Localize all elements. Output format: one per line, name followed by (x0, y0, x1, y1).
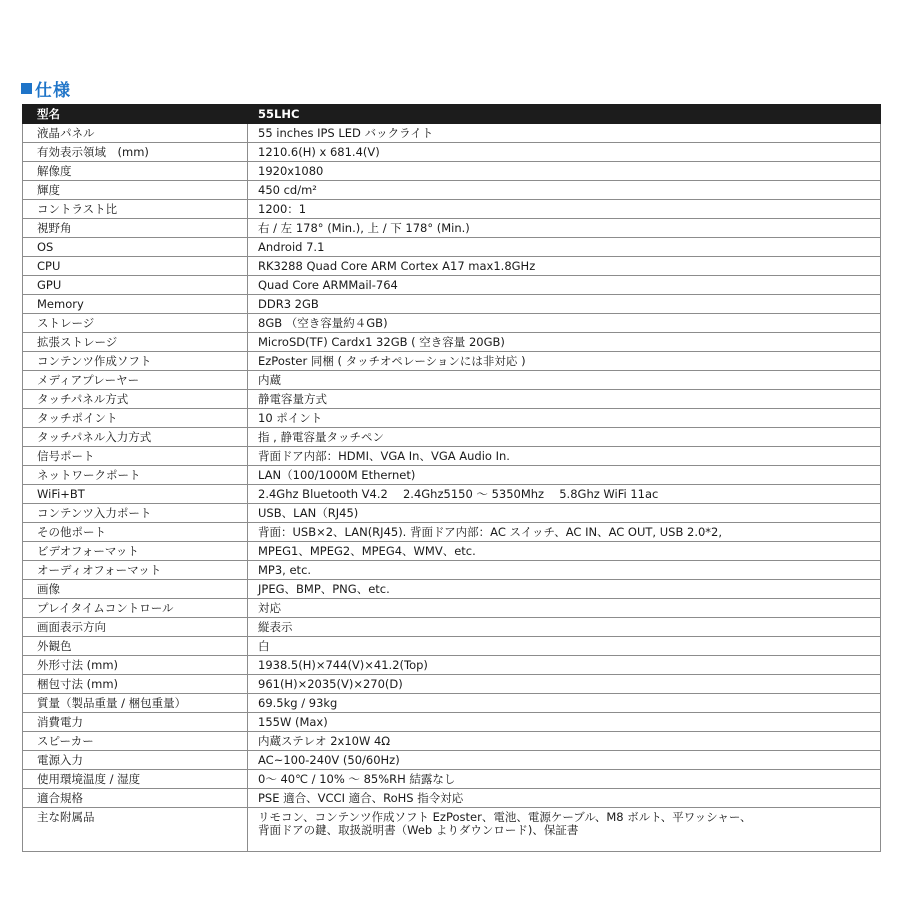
spec-value: 1200：1 (248, 200, 881, 219)
spec-label: WiFi+BT (23, 485, 248, 504)
spec-row (23, 409, 881, 428)
spec-row (23, 447, 881, 466)
spec-row (23, 485, 881, 504)
spec-row (23, 219, 881, 238)
spec-value: USB、LAN（RJ45) (248, 504, 881, 523)
spec-row (23, 314, 881, 333)
spec-label: 輝度 (23, 181, 248, 200)
spec-label: 質量（製品重量 / 梱包重量） (23, 694, 248, 713)
spec-value: JPEG、BMP、PNG、etc. (248, 580, 881, 599)
spec-value: RK3288 Quad Core ARM Cortex A17 max1.8GHz (248, 257, 881, 276)
spec-row (23, 428, 881, 447)
spec-value: 右 / 左 178° (Min.), 上 / 下 178° (Min.) (248, 219, 881, 238)
spec-value: 内蔵ステレオ 2x10W 4Ω (248, 732, 881, 751)
spec-label: 消費電力 (23, 713, 248, 732)
spec-value: 55 inches IPS LED バックライト (248, 124, 881, 143)
spec-label: 梱包寸法 (mm) (23, 675, 248, 694)
spec-header-row (23, 105, 881, 124)
spec-row (23, 466, 881, 485)
spec-row (23, 694, 881, 713)
spec-value: AC~100-240V (50/60Hz) (248, 751, 881, 770)
spec-row (23, 181, 881, 200)
spec-row (23, 713, 881, 732)
spec-value: MicroSD(TF) Cardx1 32GB ( 空き容量 20GB) (248, 333, 881, 352)
spec-value: 白 (248, 637, 881, 656)
spec-row (23, 770, 881, 789)
spec-row (23, 637, 881, 656)
spec-row (23, 276, 881, 295)
spec-row (23, 200, 881, 219)
spec-value: 450 cd/m² (248, 181, 881, 200)
spec-label: 電源入力 (23, 751, 248, 770)
page-title: 仕様 (35, 80, 71, 101)
spec-value: 指 , 静電容量タッチペン (248, 428, 881, 447)
spec-label: 外形寸法 (mm) (23, 656, 248, 675)
spec-label: プレイタイムコントロール (23, 599, 248, 618)
accessories-line1: リモコン、コンテンツ作成ソフト EzPoster、電池、電源ケーブル、M8 ボルト、平ワッシャー、 (258, 810, 752, 824)
spec-row (23, 789, 881, 808)
spec-label: コンテンツ作成ソフト (23, 352, 248, 371)
spec-row (23, 162, 881, 181)
spec-label: スピーカー (23, 732, 248, 751)
spec-label: コントラスト比 (23, 200, 248, 219)
spec-row (23, 732, 881, 751)
spec-row (23, 523, 881, 542)
spec-value: 内蔵 (248, 371, 881, 390)
spec-row (23, 238, 881, 257)
spec-heading (21, 76, 71, 100)
spec-value: EzPoster 同梱 ( タッチオペレーションには非対応 ) (248, 352, 881, 371)
spec-value: MP3, etc. (248, 561, 881, 580)
spec-label: 有効表示領域 (mm) (23, 143, 248, 162)
spec-label: 外観色 (23, 637, 248, 656)
spec-row (23, 390, 881, 409)
spec-value: 10 ポイント (248, 409, 881, 428)
spec-value: 0～ 40℃ / 10% ～ 85%RH 結露なし (248, 770, 881, 789)
spec-label: 視野角 (23, 219, 248, 238)
spec-value: Quad Core ARMMail-764 (248, 276, 881, 295)
spec-value: LAN（100/1000M Ethernet) (248, 466, 881, 485)
spec-row (23, 371, 881, 390)
spec-row (23, 542, 881, 561)
spec-value: 縦表示 (248, 618, 881, 637)
spec-row (23, 618, 881, 637)
model-value: 55LHC (248, 105, 881, 124)
spec-row (23, 751, 881, 770)
spec-label: 主な附属品 (23, 808, 248, 852)
spec-row (23, 561, 881, 580)
spec-value: 対応 (248, 599, 881, 618)
spec-value: 背面：USB×2、LAN(RJ45). 背面ドア内部：AC スイッチ、AC IN、AC OUT, USB 2.0*2, (248, 523, 881, 542)
spec-label: ネットワークポート (23, 466, 248, 485)
spec-label: 画面表示方向 (23, 618, 248, 637)
spec-value: Android 7.1 (248, 238, 881, 257)
spec-label: GPU (23, 276, 248, 295)
spec-value: 静電容量方式 (248, 390, 881, 409)
spec-label: タッチポイント (23, 409, 248, 428)
spec-label: Memory (23, 295, 248, 314)
spec-value: 69.5kg / 93kg (248, 694, 881, 713)
spec-label: タッチパネル入力方式 (23, 428, 248, 447)
spec-value: 961(H)×2035(V)×270(D) (248, 675, 881, 694)
spec-label: CPU (23, 257, 248, 276)
spec-value: PSE 適合、VCCI 適合、RoHS 指令対応 (248, 789, 881, 808)
spec-value: 8GB （空き容量約４GB) (248, 314, 881, 333)
spec-row (23, 124, 881, 143)
spec-value: 155W (Max) (248, 713, 881, 732)
spec-row (23, 257, 881, 276)
spec-table (22, 104, 881, 852)
spec-label: 解像度 (23, 162, 248, 181)
spec-row (23, 599, 881, 618)
spec-table-body (23, 105, 881, 852)
spec-label: 拡張ストレージ (23, 333, 248, 352)
spec-label: 信号ポート (23, 447, 248, 466)
spec-value: MPEG1、MPEG2、MPEG4、WMV、etc. (248, 542, 881, 561)
spec-label: 画像 (23, 580, 248, 599)
spec-value: DDR3 2GB (248, 295, 881, 314)
accessories-line2: 背面ドアの鍵、取扱説明書（Web よりダウンロード)、保証書 (258, 823, 579, 837)
spec-value (248, 808, 881, 852)
spec-row (23, 295, 881, 314)
spec-row (23, 143, 881, 162)
spec-value: 1920x1080 (248, 162, 881, 181)
square-bullet-icon (21, 83, 32, 94)
spec-row (23, 504, 881, 523)
spec-value: 背面ドア内部：HDMI、VGA In、VGA Audio In. (248, 447, 881, 466)
spec-label: コンテンツ入力ポート (23, 504, 248, 523)
spec-label: OS (23, 238, 248, 257)
spec-row (23, 333, 881, 352)
spec-row (23, 656, 881, 675)
spec-label: ビデオフォーマット (23, 542, 248, 561)
spec-value: 1210.6(H) x 681.4(V) (248, 143, 881, 162)
spec-label: メディアプレーヤー (23, 371, 248, 390)
spec-value: 2.4Ghz Bluetooth V4.2 2.4Ghz5150 ～ 5350Mhz 5.8Ghz WiFi 11ac (248, 485, 881, 504)
spec-row (23, 675, 881, 694)
spec-label: タッチパネル方式 (23, 390, 248, 409)
spec-label: 使用環境温度 / 湿度 (23, 770, 248, 789)
spec-row (23, 352, 881, 371)
spec-label: オーディオフォーマット (23, 561, 248, 580)
spec-row-accessories (23, 808, 881, 852)
spec-label: ストレージ (23, 314, 248, 333)
model-label: 型名 (23, 105, 248, 124)
spec-value: 1938.5(H)×744(V)×41.2(Top) (248, 656, 881, 675)
spec-label: その他ポート (23, 523, 248, 542)
spec-label: 液晶パネル (23, 124, 248, 143)
spec-label: 適合規格 (23, 789, 248, 808)
spec-row (23, 580, 881, 599)
